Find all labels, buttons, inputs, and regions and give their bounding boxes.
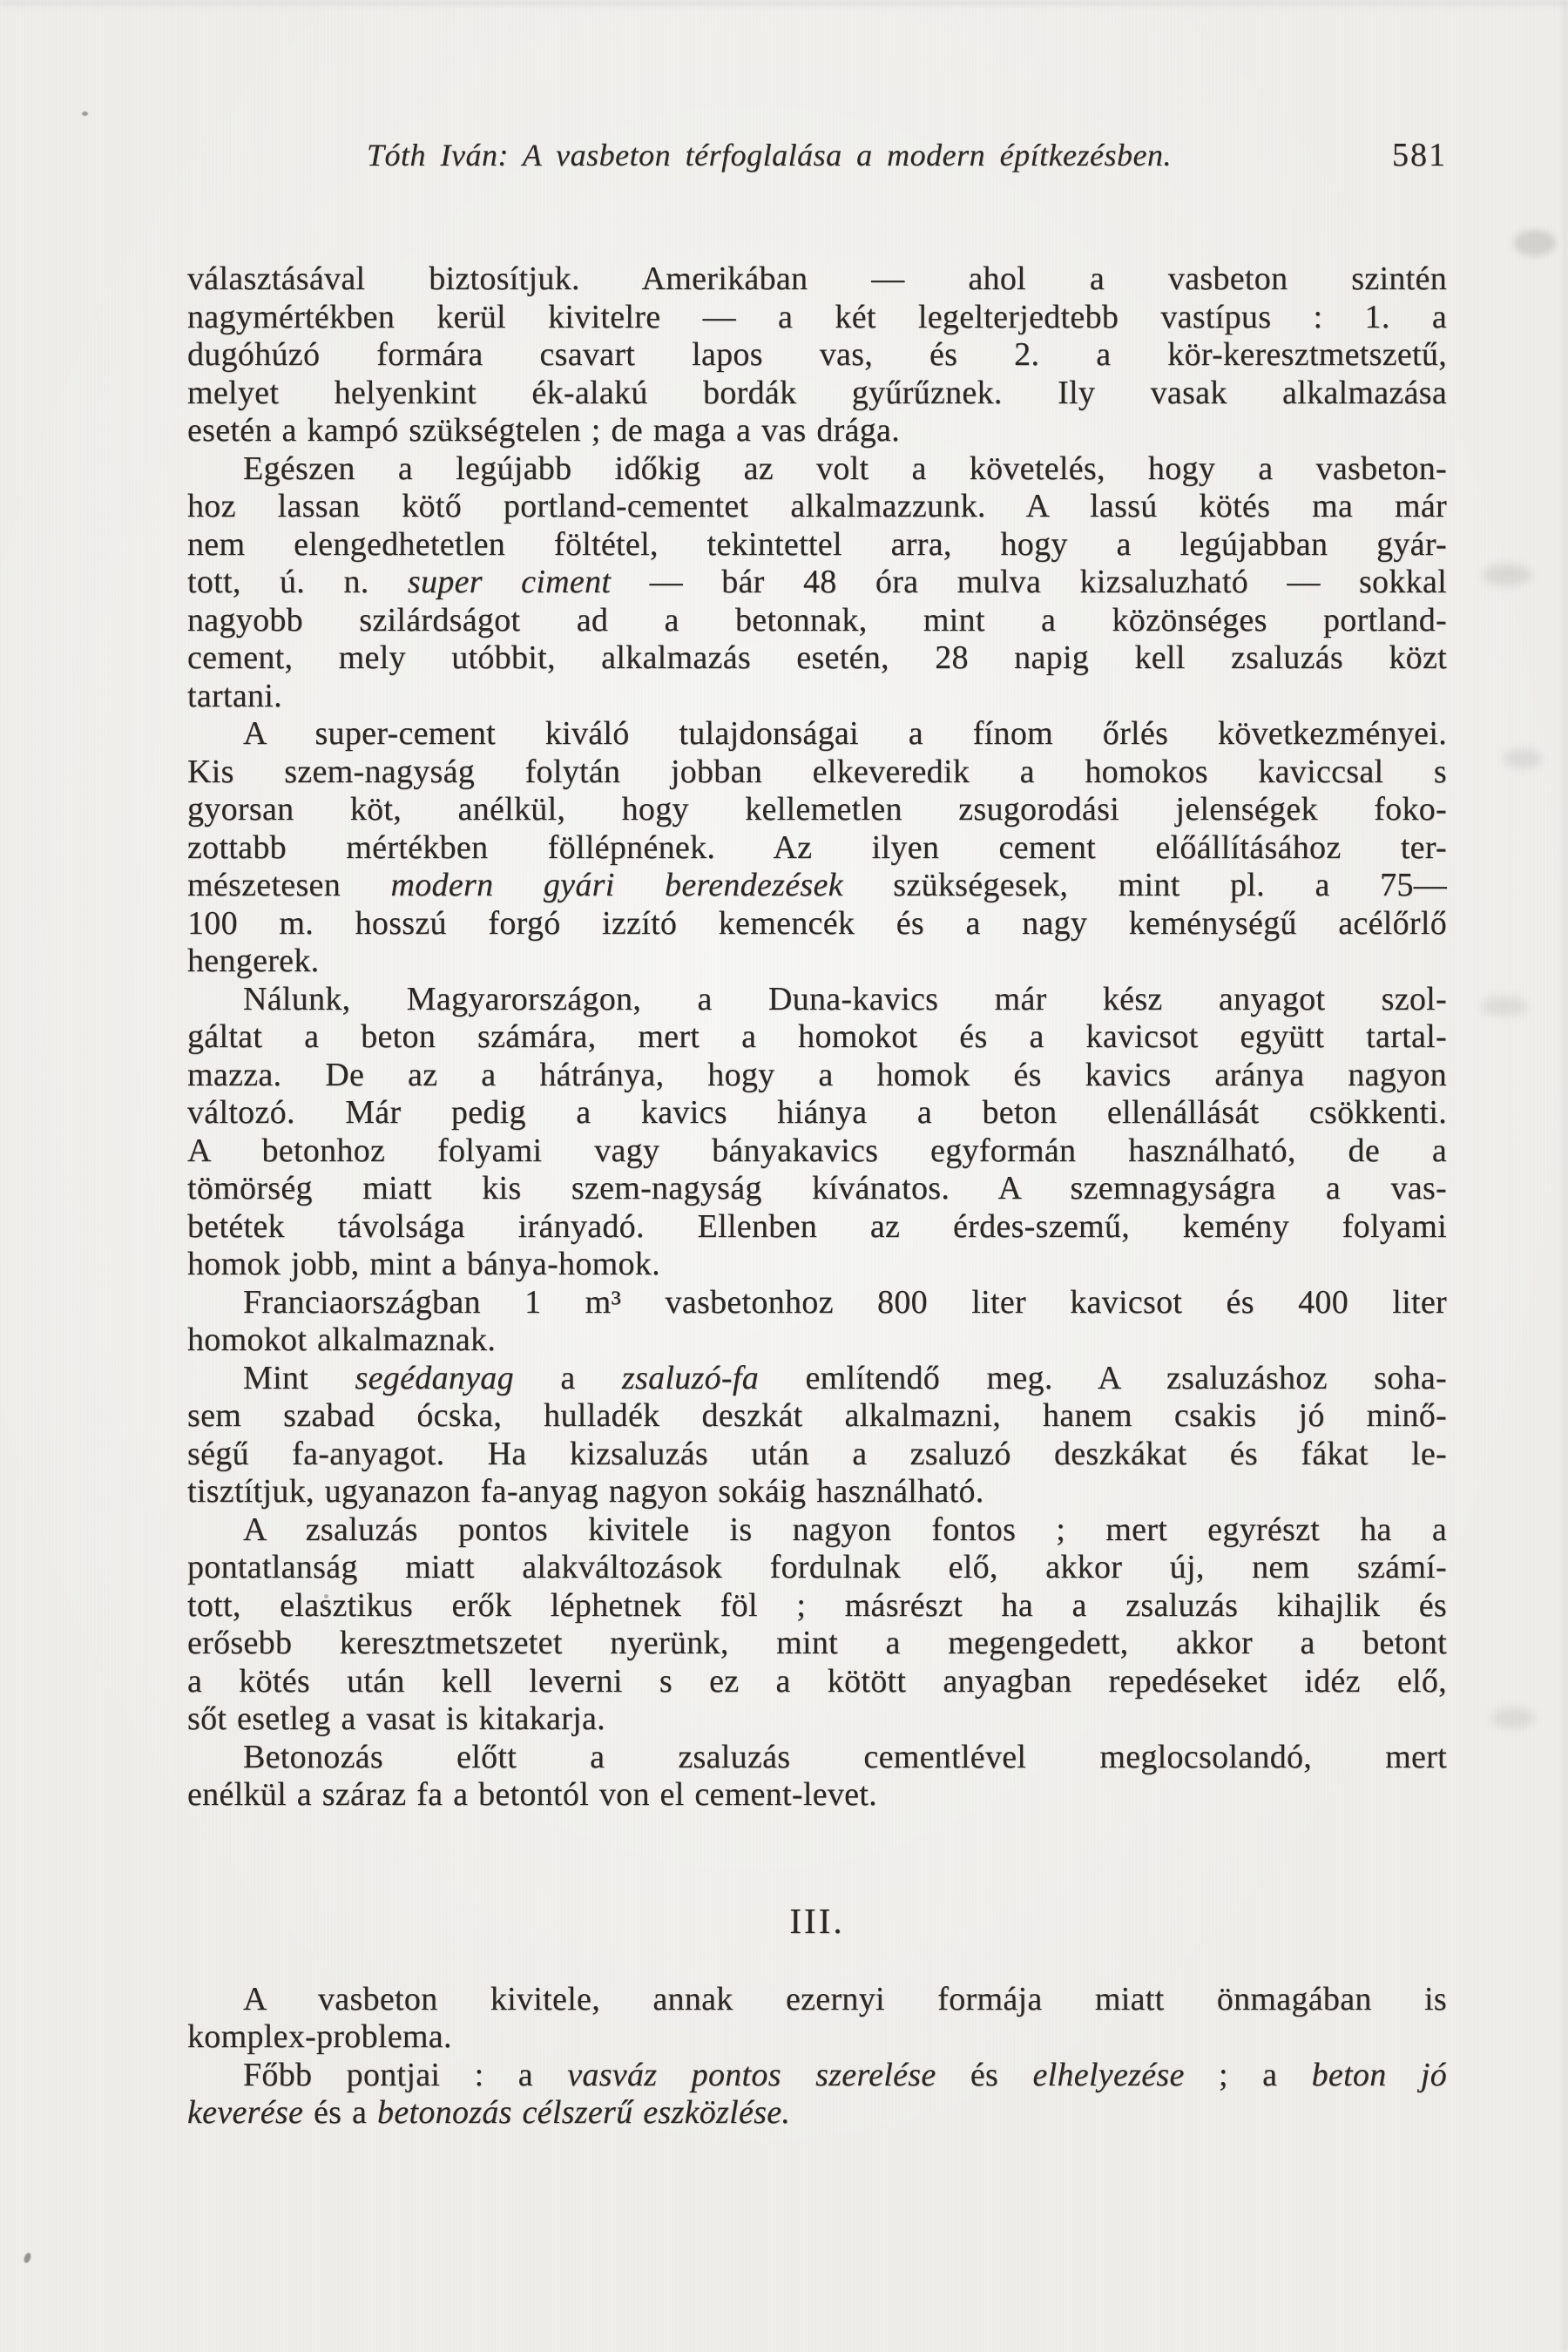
text-line: nagymértékben kerül kivitelre — a két legelterjedtebb vastípus : 1. a (187, 298, 1447, 335)
running-head (187, 131, 1447, 183)
paragraph (187, 2057, 1447, 2132)
text-line: zottabb mértékben föllépnének. Az ilyen cement előállításához ter- (187, 828, 1447, 866)
paragraph (187, 715, 1447, 981)
text-line: mészetesen modern gyári berendezések szükségesek, mint pl. a 75— (187, 867, 1447, 903)
text-line: A zsaluzás pontos kivitele is nagyon fontos ; mert egyrészt ha a (243, 1511, 1447, 1548)
scan-smudge (1504, 749, 1542, 768)
text-line: Egészen a legújabb időkig az volt a követelés, hogy a vasbeton- (243, 449, 1447, 487)
paragraph (187, 1739, 1447, 1815)
text-line: melyet helyenkint ék-alakú bordák gyűrűznek. Ily vasak alkalmazása (187, 374, 1447, 411)
text-line: homok jobb, mint a bánya-homok. (187, 1246, 660, 1282)
text-line: sem szabad ócska, hulladék deszkát alkalmazni, hanem csakis jó minő- (187, 1397, 1447, 1434)
page-number: 581 (1392, 137, 1447, 173)
scan-smudge (1514, 230, 1556, 256)
text-line: Nálunk, Magyarországon, a Duna-kavics már kész anyagot szol- (243, 980, 1447, 1017)
scan-edge-shadow (0, 0, 1568, 6)
paragraph (187, 450, 1447, 716)
text-line: Kis szem-nagyság folytán jobban elkeveredik a homokos kaviccsal s (187, 753, 1447, 790)
text-line: tisztítjuk, ugyanazon fa-anyag nagyon sokáig használható. (187, 1473, 984, 1510)
text-line: erősebb keresztmetszetet nyerünk, mint a megengedett, akkor a betont (187, 1625, 1447, 1661)
text-line: nagyobb szilárdságot ad a betonnak, mint a közönséges portland- (187, 601, 1447, 639)
text-line: sőt esetleg a vasat is kitakarja. (187, 1700, 605, 1737)
text-line: keverése és a betonozás célszerű eszközlése. (187, 2094, 791, 2131)
text-line: hoz lassan kötő portland-cementet alkalmazzunk. A lassú kötés ma már (187, 488, 1447, 524)
text-line: választásával biztosítjuk. Amerikában — ahol a vasbeton szintén (187, 260, 1447, 297)
text-line: mazza. De az a hátránya, hogy a homok és kavics aránya nagyon (187, 1056, 1447, 1093)
text-line: a kötés után kell leverni s ez a kötött anyagban repedéseket idéz elő, (187, 1662, 1447, 1700)
text-line: Franciaországban 1 m³ vasbetonhoz 800 liter kavicsot és 400 liter (243, 1283, 1447, 1321)
scan-smudge (1491, 1707, 1535, 1728)
scan-smudge (1483, 564, 1531, 585)
paragraph (187, 1284, 1447, 1360)
running-title: Tóth Iván: A vasbeton térfoglalása a modern építkezésben. (366, 138, 1173, 172)
text-line: ségű fa-anyagot. Ha kizsaluzás után a zsaluzó deszkákat és fákat le- (187, 1435, 1447, 1472)
paragraph (187, 1511, 1447, 1739)
body-text-column (187, 260, 1447, 2132)
closing-paragraphs (187, 1981, 1447, 2132)
section-heading: III. (789, 1900, 845, 1941)
text-line: 100 m. hosszú forgó izzító kemencék és a nagy keménységű acélőrlő (187, 904, 1447, 942)
text-line: Mint segédanyag a zsaluzó-fa említendő meg. A zsaluzáshoz soha- (243, 1359, 1447, 1396)
text-line: tartani. (187, 677, 282, 714)
scan-edge-shadow (1563, 0, 1568, 2352)
text-line: gáltat a beton számára, mert a homokot és a kavicsot együtt tartal- (187, 1018, 1447, 1055)
paragraph (187, 1360, 1447, 1511)
text-line: változó. Már pedig a kavics hiánya a beton ellenállását csökkenti. (187, 1094, 1447, 1131)
text-line: nem elengedhetetlen föltétel, tekintettel arra, hogy a legújabban gyár- (187, 525, 1447, 563)
text-line: homokot alkalmaznak. (187, 1321, 497, 1358)
text-line: Főbb pontjai : a vasváz pontos szerelése és elhelyezése ; a beton jó (243, 2056, 1447, 2093)
text-line: Betonozás előtt a zsaluzás cementlével meglocsolandó, mert (243, 1738, 1447, 1775)
text-line: komplex-problema. (187, 2018, 452, 2055)
text-line: tömörség miatt kis szem-nagyság kívánatos. A szemnagyságra a vas- (187, 1170, 1447, 1206)
text-line: tott, ú. n. super ciment — bár 48 óra mulva kizsaluzható — sokkal (187, 564, 1447, 600)
text-line: enélkül a száraz fa a betontól von el cement-levet. (187, 1776, 877, 1813)
text-line: A vasbeton kivitele, annak ezernyi formája miatt önmagában is (243, 1980, 1447, 2017)
scan-smudge (1481, 997, 1528, 1016)
paragraph (187, 981, 1447, 1284)
text-line: esetén a kampó szükségtelen ; de maga a vas drága. (187, 412, 901, 449)
scan-speck (23, 2252, 32, 2264)
scan-speck (82, 112, 88, 116)
paragraph (187, 1981, 1447, 2057)
text-line: tott, elasztikus erők léphetnek föl ; másrészt ha a zsaluzás kihajlik és (187, 1586, 1447, 1624)
text-line: gyorsan köt, anélkül, hogy kellemetlen zsugorodási jelenségek foko- (187, 791, 1447, 828)
text-line: betétek távolsága irányadó. Ellenben az érdes-szemű, kemény folyami (187, 1207, 1447, 1245)
text-line: dugóhúzó formára csavart lapos vas, és 2. a kör-keresztmetszetű, (187, 336, 1447, 373)
text-line: cement, mely utóbbit, alkalmazás esetén, 28 napig kell zsaluzás közt (187, 639, 1447, 676)
body-paragraphs (187, 260, 1447, 1815)
text-line: pontatlanság miatt alakváltozások fordulnak elő, akkor új, nem számí- (187, 1549, 1447, 1585)
text-line: hengerek. (187, 943, 320, 979)
text-line: A super-cement kiváló tulajdonságai a fínom őrlés következményei. (243, 715, 1447, 752)
text-line: A betonhoz folyami vagy bányakavics egyformán használható, de a (187, 1132, 1447, 1169)
paragraph (187, 260, 1447, 450)
